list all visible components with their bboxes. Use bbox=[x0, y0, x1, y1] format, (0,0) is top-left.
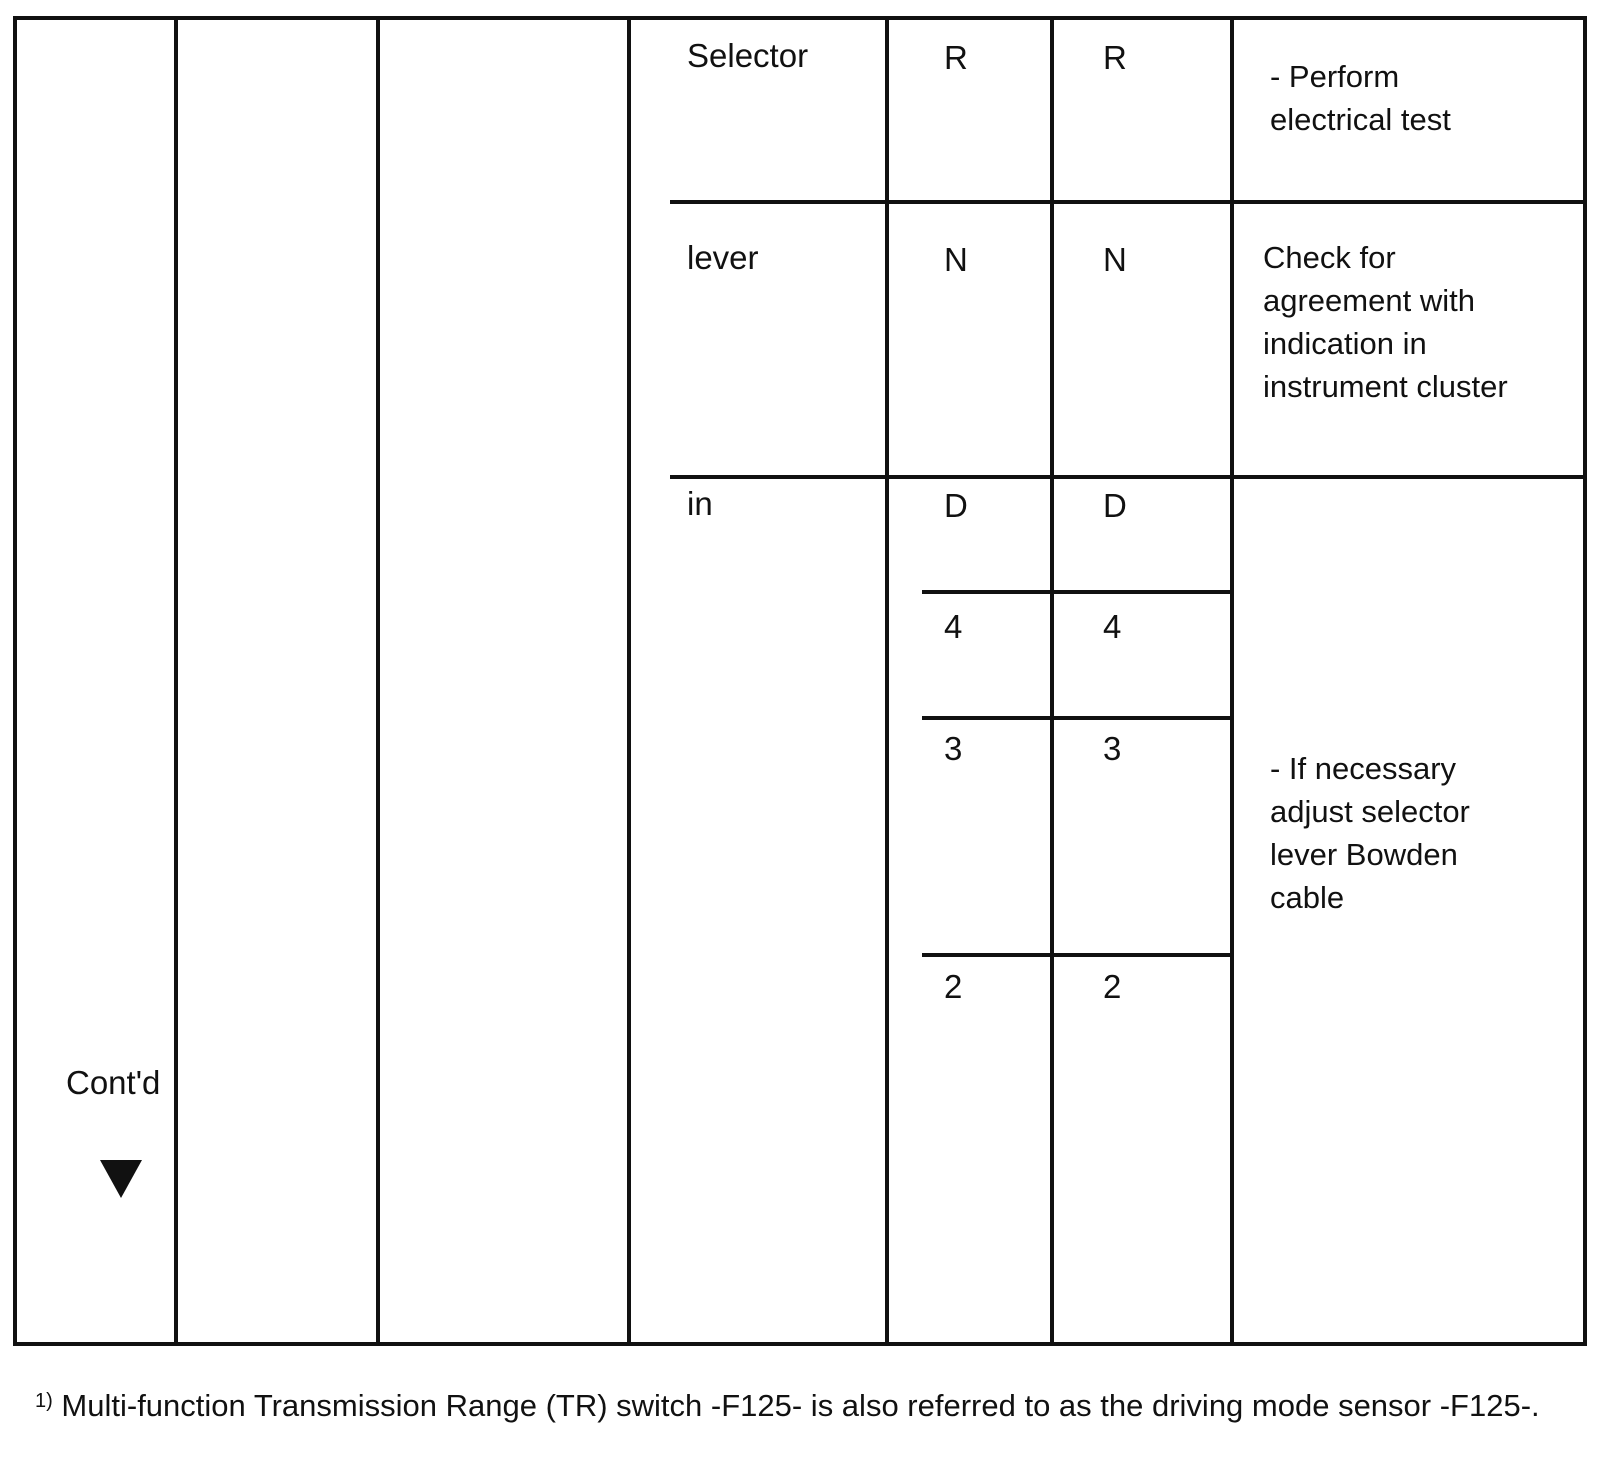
note-line: instrument cluster bbox=[1263, 369, 1508, 404]
footnote-marker: 1) bbox=[35, 1390, 53, 1412]
footnote-text: Multi-function Transmission Range (TR) switch -F125- is also referred to as the driving mode sensor -F125-. bbox=[61, 1388, 1540, 1423]
specified-position: N bbox=[944, 241, 968, 278]
column-divider bbox=[174, 16, 178, 1346]
actual-position: R bbox=[1103, 39, 1127, 76]
note-line: - If necessary bbox=[1270, 751, 1457, 786]
column-divider bbox=[885, 16, 889, 1346]
note-line: Check for bbox=[1263, 240, 1396, 275]
actual-position: D bbox=[1103, 487, 1127, 524]
row-divider bbox=[922, 716, 1230, 720]
note-line: lever Bowden bbox=[1270, 837, 1458, 872]
row-divider bbox=[922, 953, 1230, 957]
column-divider bbox=[376, 16, 380, 1346]
actual-position: N bbox=[1103, 241, 1127, 278]
row-divider bbox=[922, 590, 1230, 594]
table-frame bbox=[13, 16, 1587, 1346]
lever-label-in: in bbox=[687, 485, 713, 522]
actual-position: 4 bbox=[1103, 608, 1122, 645]
actual-position: 3 bbox=[1103, 730, 1122, 767]
specified-position: 3 bbox=[944, 730, 963, 767]
column-divider bbox=[627, 16, 631, 1346]
specified-position: 2 bbox=[944, 968, 963, 1005]
note-line: indication in bbox=[1263, 326, 1427, 361]
lever-label-lever: lever bbox=[687, 239, 759, 276]
column-divider bbox=[1050, 16, 1054, 1346]
note-line: electrical test bbox=[1270, 102, 1451, 137]
continued-label: Cont'd bbox=[66, 1064, 161, 1101]
actual-position: 2 bbox=[1103, 968, 1122, 1005]
note-line: agreement with bbox=[1263, 283, 1475, 318]
note-line: adjust selector bbox=[1270, 794, 1470, 829]
lever-label-selector: Selector bbox=[687, 37, 809, 74]
note-line: - Perform bbox=[1270, 59, 1400, 94]
specified-position: 4 bbox=[944, 608, 963, 645]
down-triangle-icon bbox=[100, 1160, 142, 1198]
column-divider bbox=[1230, 16, 1234, 1346]
row-divider bbox=[670, 475, 1587, 479]
specified-position: R bbox=[944, 39, 968, 76]
row-divider bbox=[670, 200, 1587, 204]
note-line: cable bbox=[1270, 880, 1345, 915]
footnote bbox=[35, 1384, 1585, 1427]
specified-position: D bbox=[944, 487, 968, 524]
